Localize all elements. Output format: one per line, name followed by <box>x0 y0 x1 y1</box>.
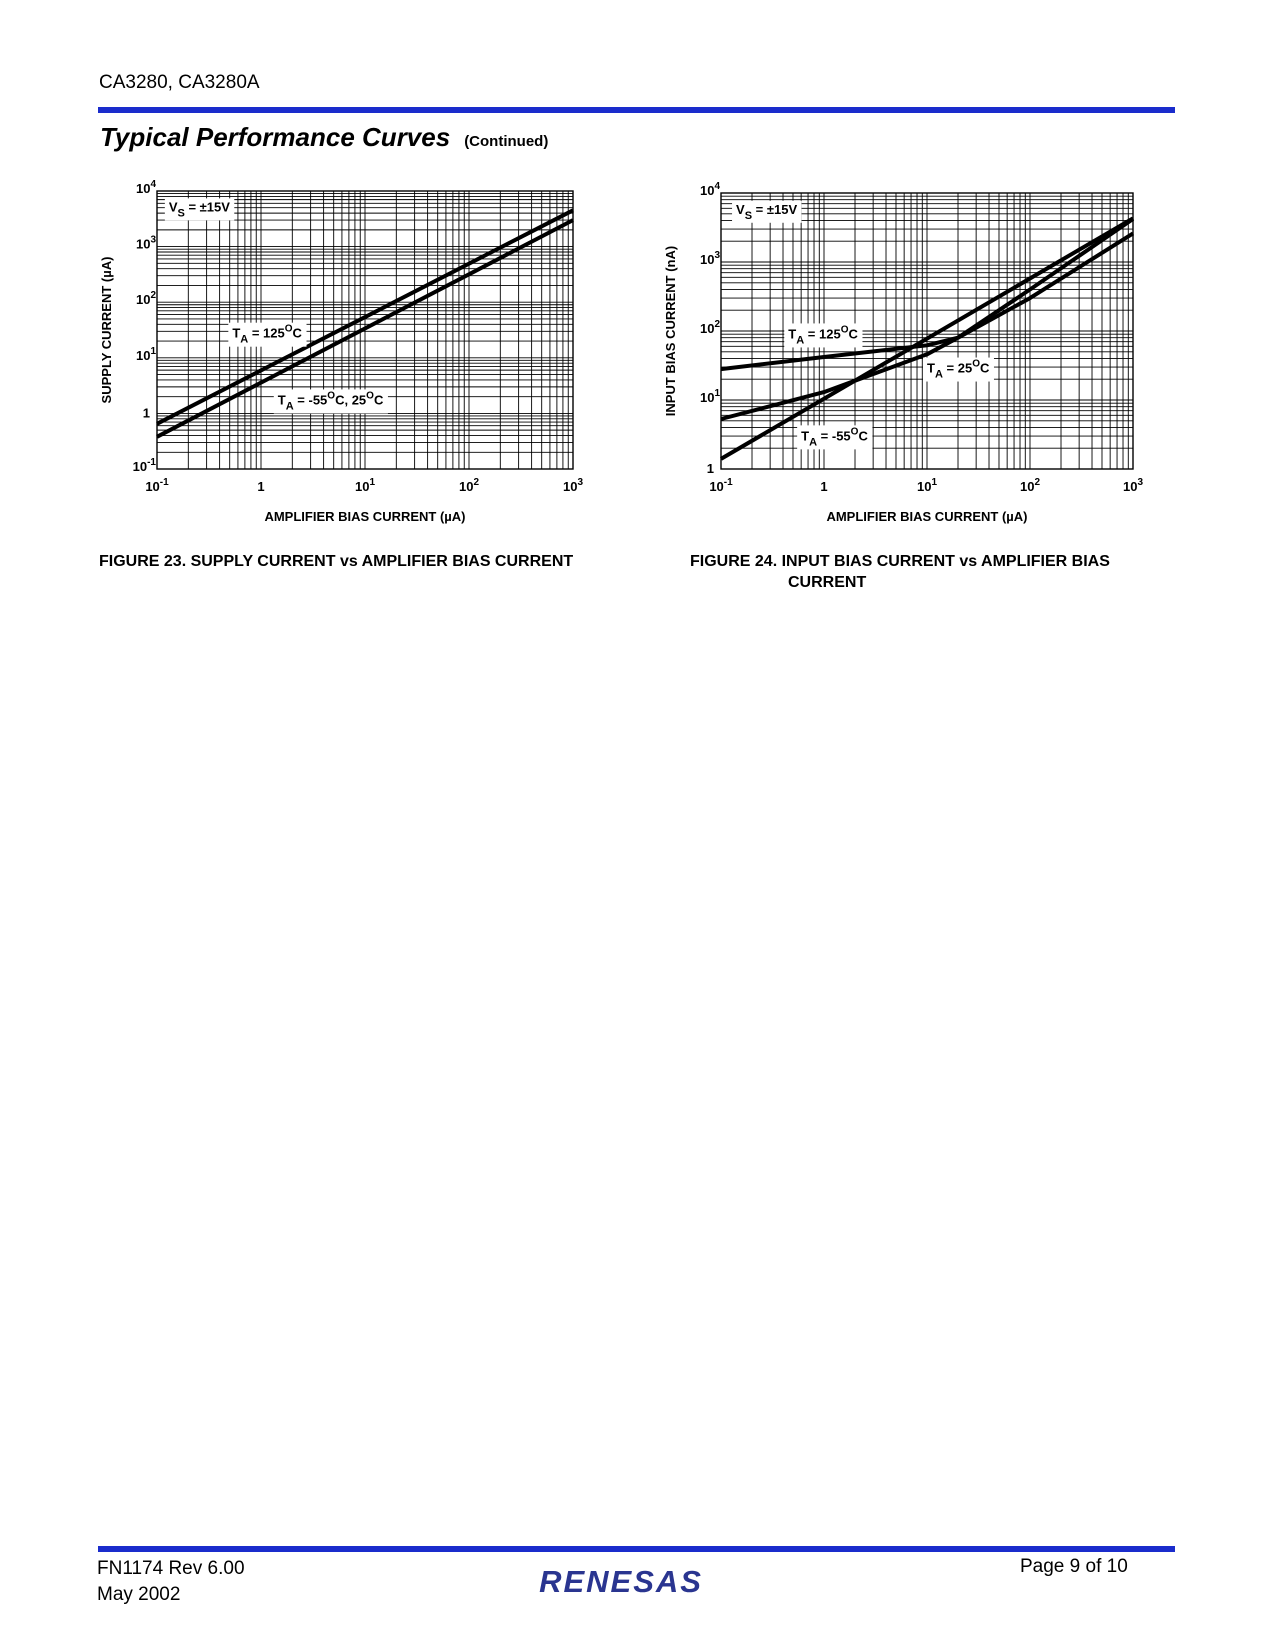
y-tick-label: 1 <box>142 405 150 421</box>
x-tick-label: $10^{-1}$ <box>145 477 169 494</box>
y-axis-label: SUPPLY CURRENT (µA) <box>99 256 114 404</box>
x-tick-label: $10^1$ <box>354 477 376 494</box>
section-title-text: Typical Performance Curves <box>100 122 451 152</box>
y-tick-label: 1 <box>706 461 714 476</box>
renesas-logo <box>516 1560 726 1600</box>
figure-23-caption: FIGURE 23. SUPPLY CURRENT vs AMPLIFIER BIAS CURRENT <box>99 553 574 570</box>
renesas-logo-text: RENESAS <box>539 1564 703 1599</box>
section-title-suffix: (Continued) <box>464 133 549 150</box>
x-tick-label: $10^1$ <box>916 477 938 494</box>
y-tick-label: $10^{-1}$ <box>132 457 156 474</box>
x-axis-label: AMPLIFIER BIAS CURRENT (µA) <box>826 509 1028 524</box>
y-tick-label: $10^3$ <box>699 250 720 267</box>
footer-rule <box>98 1546 1175 1552</box>
y-tick-label: $10^2$ <box>699 319 720 336</box>
figure-24-caption-line2: CURRENT <box>788 574 867 591</box>
document-id: CA3280, CA3280A <box>99 72 260 93</box>
x-axis-label: AMPLIFIER BIAS CURRENT (µA) <box>264 509 466 524</box>
chart-2-grid <box>721 193 1133 469</box>
chart-2 <box>663 181 1143 524</box>
footer-doc-info <box>97 1556 245 1608</box>
annotation-label: $T_A = -55^OC$, $25^OC$ <box>277 390 384 413</box>
y-tick-label: $10^1$ <box>699 388 720 405</box>
annotation-label: $T_A = 125^OC$ <box>232 323 302 346</box>
x-tick-label: 1 <box>257 479 265 494</box>
y-tick-label: $10^1$ <box>135 345 156 363</box>
performance-charts <box>0 0 1275 640</box>
x-tick-label: $10^3$ <box>562 477 584 494</box>
x-tick-label: 1 <box>820 479 828 494</box>
x-tick-label: $10^2$ <box>1019 477 1041 494</box>
x-tick-label: $10^3$ <box>1122 477 1144 494</box>
y-tick-label: $10^4$ <box>699 181 720 198</box>
x-tick-label: $10^2$ <box>458 477 480 494</box>
y-axis-label: INPUT BIAS CURRENT (nA) <box>663 245 678 417</box>
y-tick-label: $10^4$ <box>135 179 156 196</box>
y-tick-label: $10^3$ <box>135 234 156 252</box>
chart-1 <box>99 179 583 524</box>
y-tick-label: $10^2$ <box>135 290 156 308</box>
footer-date: May 2002 <box>97 1584 181 1605</box>
annotation-label: $T_A = 125^OC$ <box>788 324 858 347</box>
annotation-label: $T_A = 25^OC$ <box>927 358 990 381</box>
figure-24-caption <box>690 551 1110 593</box>
x-tick-label: $10^{-1}$ <box>709 477 733 494</box>
footer-doc-number: FN1174 Rev 6.00 <box>97 1558 245 1579</box>
annotation-label: $T_A = -55^OC$ <box>801 426 868 449</box>
annotation-label: $V_S = \pm 15V$ <box>168 199 230 220</box>
annotation-label: $V_S = \pm 15V$ <box>736 201 798 222</box>
figure-24-caption-line1: FIGURE 24. INPUT BIAS CURRENT vs AMPLIFIER BIAS <box>690 553 1110 570</box>
footer-page-number: Page 9 of 10 <box>1020 1556 1128 1577</box>
